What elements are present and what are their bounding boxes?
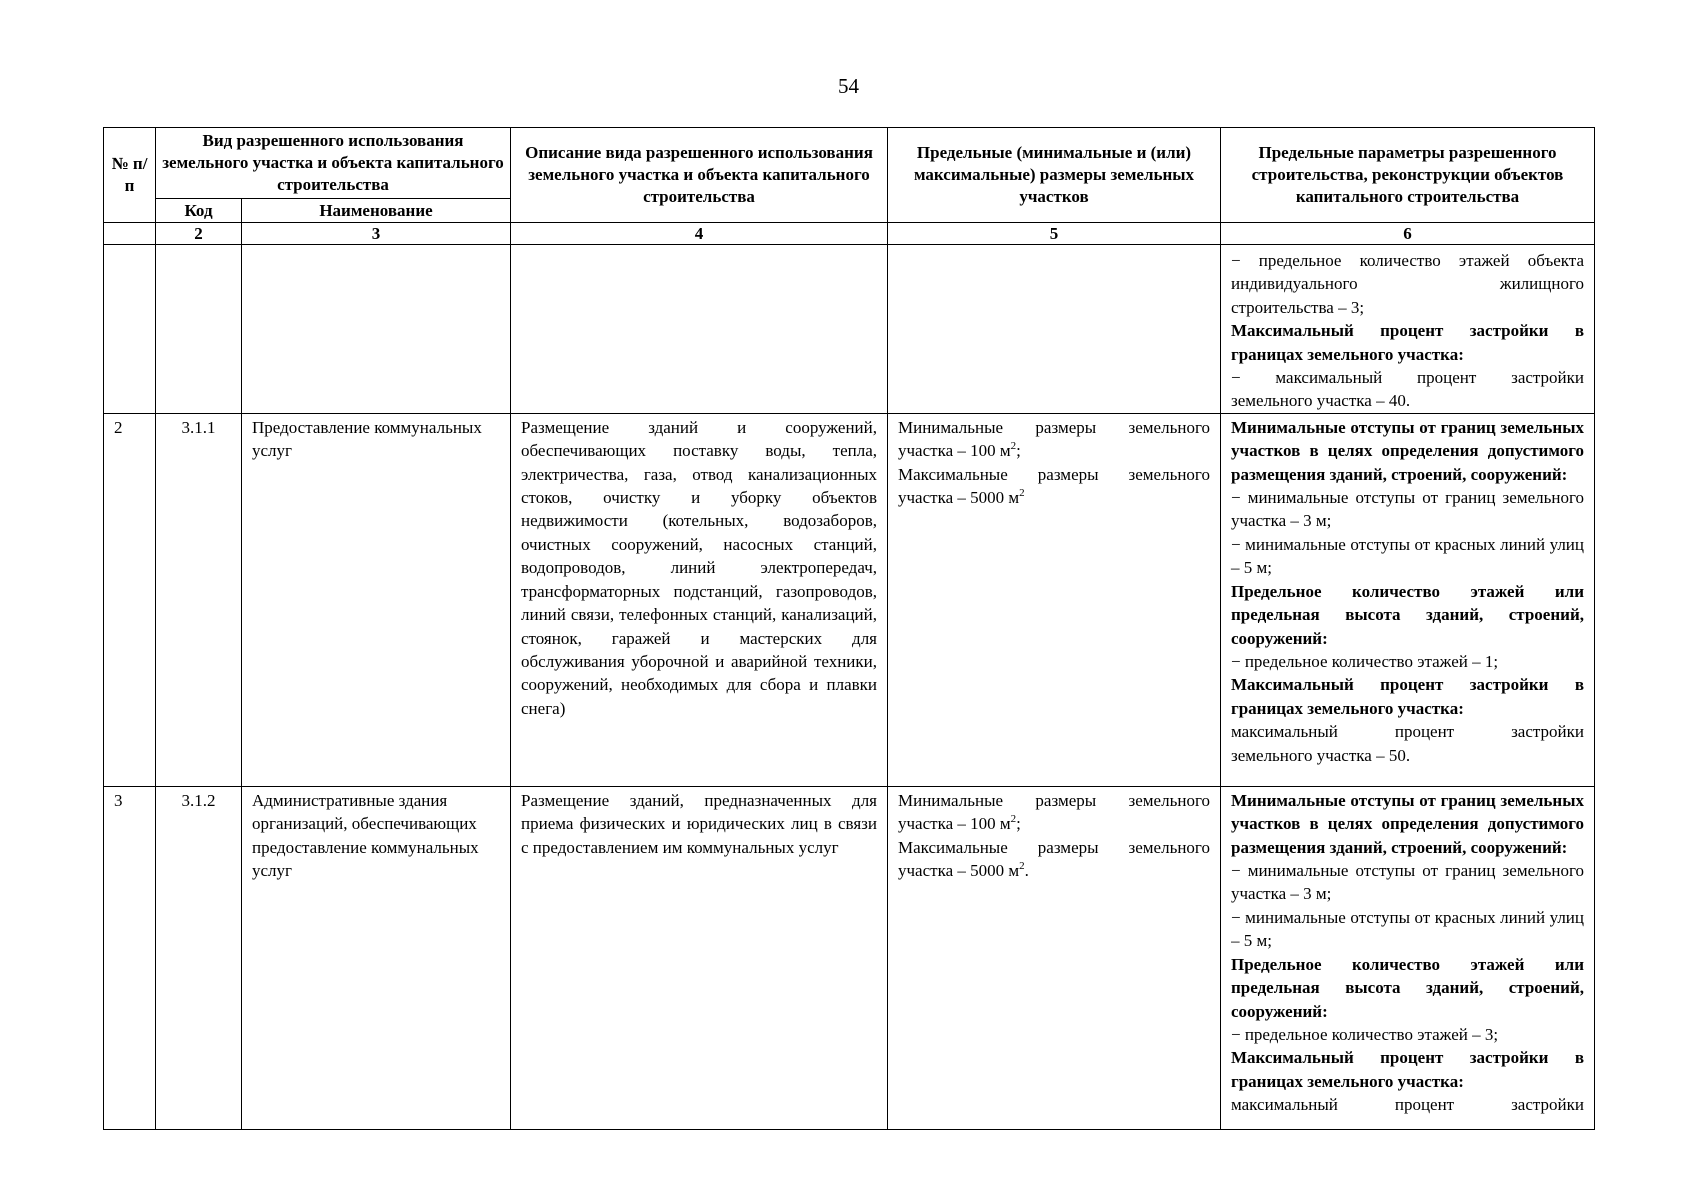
row-plot-sizes bbox=[888, 786, 1221, 1129]
min-plot-size: Минимальные размеры земельного участка – 100 $м^2$; bbox=[898, 417, 1210, 461]
param-line: земельного участка – 40. bbox=[1231, 391, 1411, 411]
param-line: максимальный процент застройки bbox=[1231, 1095, 1584, 1115]
row-construction-params bbox=[1221, 413, 1595, 786]
header-construction-params: Предельные параметры разрешенного строительства, реконструкции объектов капитального строительства bbox=[1221, 128, 1595, 223]
header-row-number: № п/п bbox=[104, 128, 156, 223]
row-code: 3.1.2 bbox=[156, 786, 242, 1129]
param-heading: Минимальные отступы от границ земельных участков в целях определения допустимого размещения зданий, строений, сооружений: bbox=[1231, 790, 1584, 857]
row-code: 3.1.1 bbox=[156, 413, 242, 786]
header-use-type-group: Вид разрешенного использования земельного участка и объекта капитального строительства bbox=[156, 128, 511, 199]
header-code: Код bbox=[156, 199, 242, 223]
param-line: − минимальные отступы от красных линий улиц – 5 м; bbox=[1231, 907, 1584, 951]
row-number bbox=[104, 245, 156, 414]
param-heading: Максимальный процент застройки в границах земельного участка: bbox=[1231, 321, 1584, 364]
param-heading: Предельное количество этажей или предельная высота зданий, строений, сооружений: bbox=[1231, 954, 1584, 1021]
header-description: Описание вида разрешенного использования земельного участка и объекта капитального строительства bbox=[511, 128, 888, 223]
max-plot-size: Максимальные размеры земельного участка – 5000 $м^2$. bbox=[898, 837, 1210, 881]
param-heading: Максимальный процент застройки в границах земельного участка: bbox=[1231, 1048, 1584, 1091]
table-row bbox=[104, 245, 1595, 414]
param-heading: Минимальные отступы от границ земельных участков в целях определения допустимого размещения зданий, строений, сооружений: bbox=[1231, 417, 1584, 484]
column-number-5: 5 bbox=[888, 223, 1221, 245]
row-construction-params bbox=[1221, 786, 1595, 1129]
param-line: строительства – 3; bbox=[1231, 297, 1365, 317]
param-line: − предельное количество этажей объекта индивидуального жилищного bbox=[1231, 251, 1584, 294]
header-name: Наименование bbox=[242, 199, 511, 223]
column-number-3: 3 bbox=[242, 223, 511, 245]
param-line: − минимальные отступы от красных линий улиц – 5 м; bbox=[1231, 534, 1584, 578]
param-heading: Предельное количество этажей или предельная высота зданий, строений, сооружений: bbox=[1231, 581, 1584, 648]
header-plot-sizes: Предельные (минимальные и (или) максимальные) размеры земельных участков bbox=[888, 128, 1221, 223]
table-row bbox=[104, 413, 1595, 786]
param-line: максимальный процент застройки bbox=[1231, 722, 1584, 742]
param-line: − максимальный процент застройки bbox=[1231, 368, 1584, 388]
param-line: − предельное количество этажей – 3; bbox=[1231, 1024, 1499, 1044]
land-use-table bbox=[103, 127, 1595, 1130]
column-numbers-row bbox=[104, 223, 1595, 245]
param-line: − минимальные отступы от границ земельного участка – 3 м; bbox=[1231, 488, 1584, 531]
row-description: Размещение зданий, предназначенных для приема физических и юридических лиц в связи с предоставлением им коммунальных услуг bbox=[511, 786, 888, 1129]
row-plot-sizes bbox=[888, 245, 1221, 414]
row-construction-params bbox=[1221, 245, 1595, 414]
table-row bbox=[104, 786, 1595, 1129]
min-plot-size: Минимальные размеры земельного участка – 100 $м^2$; bbox=[898, 790, 1210, 834]
row-description bbox=[511, 245, 888, 414]
param-heading: Максимальный процент застройки в границах земельного участка: bbox=[1231, 675, 1584, 718]
column-number-4: 4 bbox=[511, 223, 888, 245]
table-header bbox=[104, 128, 1595, 245]
column-number-6: 6 bbox=[1221, 223, 1595, 245]
max-plot-size: Максимальные размеры земельного участка – 5000 $м^2$ bbox=[898, 464, 1210, 508]
row-plot-sizes bbox=[888, 413, 1221, 786]
row-name bbox=[242, 245, 511, 414]
column-number-1 bbox=[104, 223, 156, 245]
row-description: Размещение зданий и сооружений, обеспечивающих поставку воды, тепла, электричества, газа, отвод канализационных стоков, очистку и уборку объектов недвижимости (котельных, водозаборов, очистных сооружений, насосных станций, водопроводов, линий электропередач, трансформаторных подстанций, газопроводов, линий связи, телефонных станций, канализаций, стоянок, гаражей и мастерских для обслуживания уборочной и аварийной техники, сооружений, необходимых для сбора и плавки снега) bbox=[511, 413, 888, 786]
row-name: Административные здания организаций, обеспечивающих предоставление коммунальных услуг bbox=[242, 786, 511, 1129]
row-number: 3 bbox=[104, 786, 156, 1129]
param-line: − минимальные отступы от границ земельного участка – 3 м; bbox=[1231, 861, 1584, 904]
param-line: земельного участка – 50. bbox=[1231, 745, 1411, 765]
page-number: 54 bbox=[838, 74, 859, 98]
column-number-2: 2 bbox=[156, 223, 242, 245]
row-number: 2 bbox=[104, 413, 156, 786]
row-name: Предоставление коммунальных услуг bbox=[242, 413, 511, 786]
param-line: − предельное количество этажей – 1; bbox=[1231, 651, 1499, 671]
row-code bbox=[156, 245, 242, 414]
params-clip bbox=[1231, 789, 1584, 1125]
